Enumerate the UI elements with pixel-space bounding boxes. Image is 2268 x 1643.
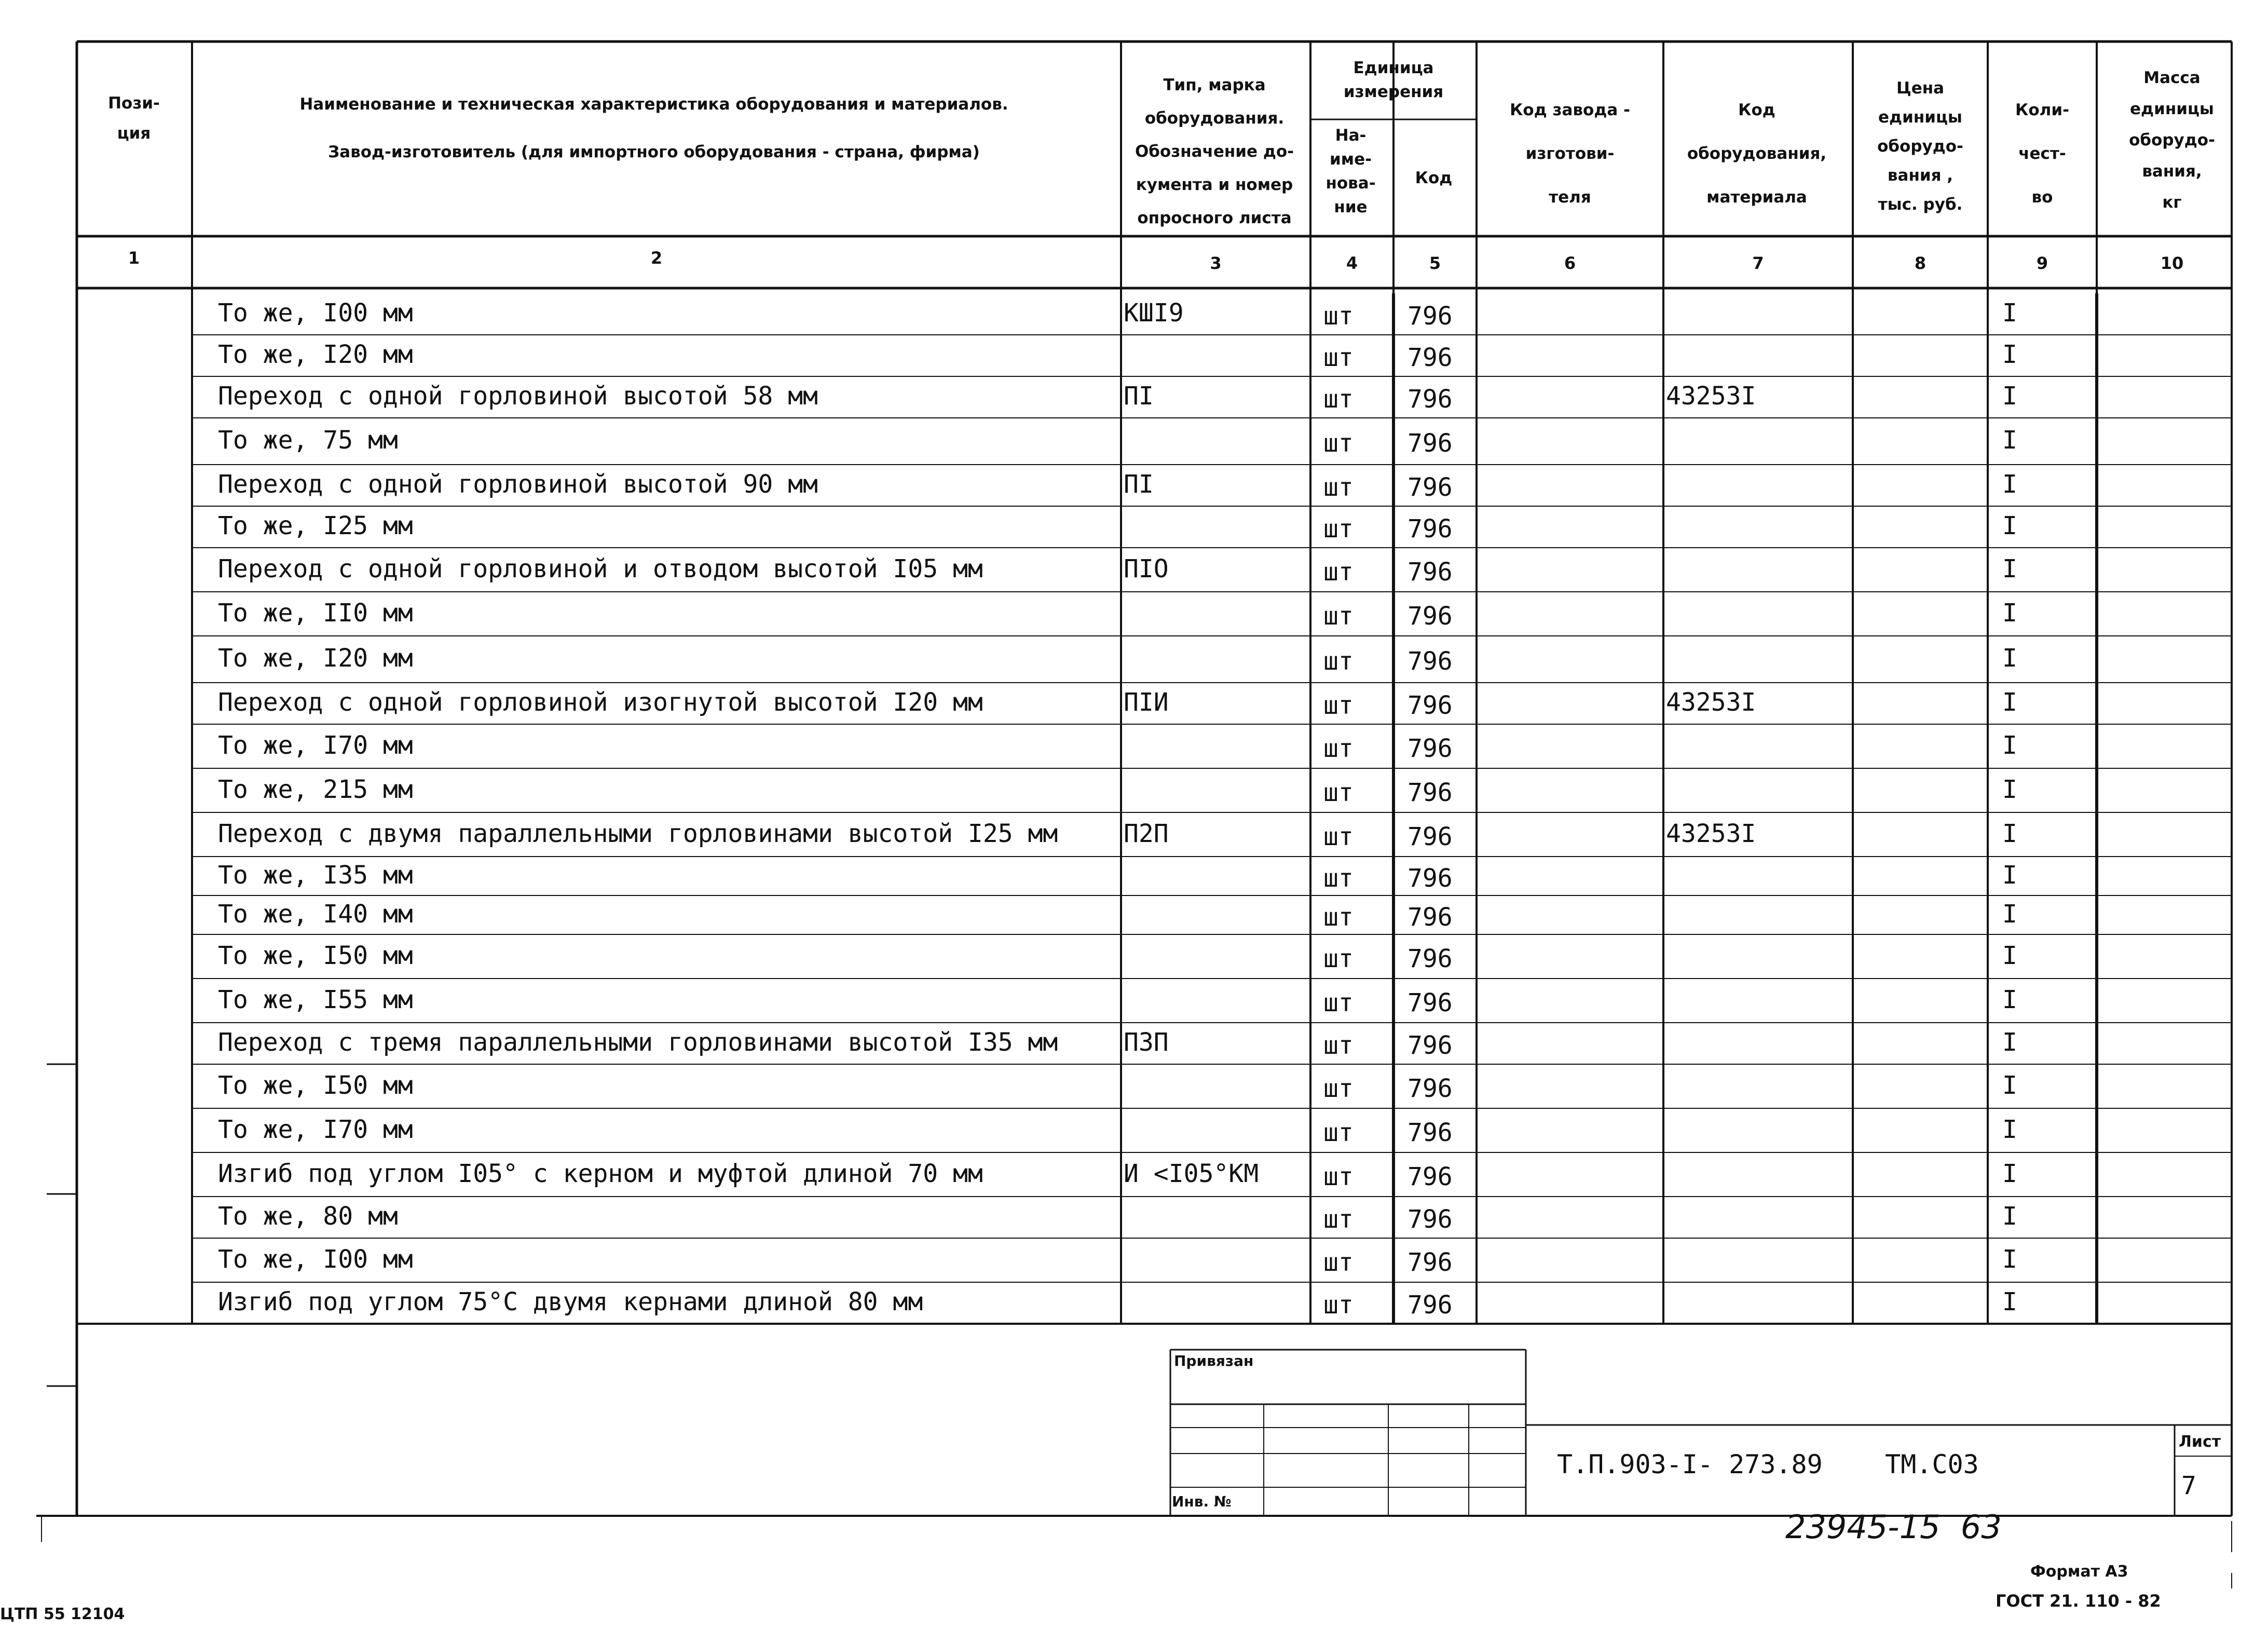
row-name: То же, I50 мм [218, 941, 413, 970]
row-unit-code: 796 [1408, 514, 1453, 544]
row-quantity: I [2002, 426, 2017, 455]
row-unit: шт [1323, 988, 1354, 1017]
row-unit-code: 796 [1408, 902, 1453, 932]
row-type: ПIО [1124, 554, 1169, 583]
row-quantity: I [2002, 985, 2017, 1014]
row-unit-code: 796 [1408, 385, 1453, 414]
row-unit: шт [1323, 1162, 1354, 1191]
row-quantity: I [2002, 941, 2017, 970]
row-name: Переход с одной горловиной и отводом высотой I05 мм [218, 554, 983, 583]
row-name: То же, I00 мм [218, 1244, 413, 1274]
row-unit-code: 796 [1408, 734, 1453, 763]
row-quantity: I [2002, 511, 2017, 540]
row-unit-code: 796 [1408, 473, 1453, 502]
row-name: То же, I70 мм [218, 730, 413, 760]
row-quantity: I [2002, 1070, 2017, 1100]
row-name: Переход с одной горловиной высотой 58 мм [218, 382, 818, 411]
row-unit-code: 796 [1408, 1162, 1453, 1191]
row-quantity: I [2002, 340, 2017, 369]
row-quantity: I [2002, 730, 2017, 760]
header-mass: Масса единицы оборудо- вания, кг [2129, 69, 2215, 212]
row-quantity: I [2002, 1287, 2017, 1316]
row-unit: шт [1323, 473, 1354, 502]
row-name: Изгиб под углом I05° с керном и муфтой длиной 70 мм [218, 1159, 983, 1188]
row-name: То же, I40 мм [218, 899, 413, 929]
format-label: Формат А3 [2030, 1563, 2128, 1581]
header-position: Пози- ция [108, 94, 160, 143]
row-unit: шт [1323, 1118, 1354, 1147]
row-name: То же, I55 мм [218, 985, 413, 1014]
row-unit-code: 796 [1408, 691, 1453, 720]
header-unit-name: На- име- нова- ние [1326, 126, 1376, 216]
sheet-label: Лист [2179, 1433, 2221, 1451]
row-unit: шт [1323, 1291, 1354, 1320]
row-unit: шт [1323, 822, 1354, 851]
row-unit: шт [1323, 1205, 1354, 1234]
row-unit: шт [1323, 385, 1354, 414]
row-name: То же, I35 мм [218, 860, 413, 890]
row-name: То же, 215 мм [218, 775, 413, 804]
row-unit: шт [1323, 778, 1354, 807]
row-unit-code: 796 [1408, 343, 1453, 372]
row-quantity: I [2002, 1244, 2017, 1274]
row-quantity: I [2002, 1115, 2017, 1144]
row-unit-code: 796 [1408, 302, 1453, 331]
row-quantity: I [2002, 688, 2017, 717]
row-unit-code: 796 [1408, 778, 1453, 807]
left-inventory-code: ЦТП 55 12104 [0, 1605, 125, 1623]
column-number: 2 [650, 248, 663, 268]
row-type: П3П [1124, 1028, 1169, 1057]
row-unit: шт [1323, 944, 1354, 973]
row-type: И <I05°КМ [1124, 1159, 1259, 1188]
row-unit: шт [1323, 691, 1354, 720]
header-unit-code: Код [1415, 169, 1453, 187]
row-quantity: I [2002, 1202, 2017, 1231]
column-number: 6 [1564, 253, 1576, 273]
row-equipment-code: 43253I [1666, 688, 1756, 717]
row-equipment-code: 43253I [1666, 382, 1756, 411]
row-unit: шт [1323, 302, 1354, 331]
gost-label: ГОСТ 21. 110 - 82 [1996, 1591, 2161, 1611]
column-number: 10 [2160, 253, 2184, 273]
row-quantity: I [2002, 298, 2017, 328]
header-quantity: Коли- чест- во [2015, 101, 2069, 207]
row-type: КШI9 [1124, 298, 1184, 328]
row-name: Изгиб под углом 75°С двумя кернами длиной 80 мм [218, 1287, 923, 1316]
row-unit: шт [1323, 1247, 1354, 1277]
row-unit: шт [1323, 902, 1354, 932]
row-unit: шт [1323, 601, 1354, 631]
header-type: Тип, марка оборудования. Обозначение до- кумента и номер опросного листа [1135, 76, 1294, 227]
row-name: Переход с двумя параллельными горловинами высотой I25 мм [218, 819, 1058, 848]
row-unit: шт [1323, 863, 1354, 893]
column-number: 3 [1210, 253, 1222, 273]
row-quantity: I [2002, 775, 2017, 804]
row-type: ПI [1124, 382, 1154, 411]
sheet-number: 7 [2181, 1471, 2196, 1500]
row-name: Переход с одной горловиной высотой 90 мм [218, 470, 818, 499]
header-unit-group: Единица измерения [1343, 59, 1444, 101]
row-name: То же, II0 мм [218, 598, 413, 628]
row-quantity: I [2002, 819, 2017, 848]
row-unit: шт [1323, 734, 1354, 763]
row-unit: шт [1323, 647, 1354, 676]
header-manufacturer-code: Код завода - изготови- теля [1510, 101, 1630, 207]
row-unit-code: 796 [1408, 1247, 1453, 1277]
row-type: П2П [1124, 819, 1169, 848]
row-quantity: I [2002, 554, 2017, 583]
row-quantity: I [2002, 382, 2017, 411]
row-quantity: I [2002, 470, 2017, 499]
row-unit: шт [1323, 429, 1354, 458]
header-name-line2: Завод-изготовитель (для импортного оборудования - страна, фирма) [328, 143, 980, 161]
row-unit-code: 796 [1408, 647, 1453, 676]
header-price: Цена единицы оборудо- вания , тыс. руб. [1877, 79, 1963, 214]
row-name: То же, I50 мм [218, 1070, 413, 1100]
column-number: 1 [128, 248, 140, 268]
row-unit-code: 796 [1408, 822, 1453, 851]
row-unit: шт [1323, 1074, 1354, 1103]
row-unit: шт [1323, 557, 1354, 587]
header-name-line1: Наименование и техническая характеристика оборудования и материалов. [299, 95, 1008, 114]
row-unit-code: 796 [1408, 429, 1453, 458]
row-unit-code: 796 [1408, 601, 1453, 631]
row-unit-code: 796 [1408, 988, 1453, 1017]
row-unit: шт [1323, 514, 1354, 544]
header-equipment-code: Код оборудования, материала [1687, 101, 1827, 207]
row-name: То же, I20 мм [218, 340, 413, 369]
handwritten-number: 23945-15 63 [1785, 1508, 2002, 1546]
column-number: 5 [1429, 253, 1441, 273]
row-equipment-code: 43253I [1666, 819, 1756, 848]
row-name: То же, I25 мм [218, 511, 413, 540]
row-quantity: I [2002, 899, 2017, 929]
row-unit-code: 796 [1408, 557, 1453, 587]
row-name: То же, I00 мм [218, 298, 413, 328]
row-unit-code: 796 [1408, 1205, 1453, 1234]
row-unit: шт [1323, 343, 1354, 372]
stamp-inventory-label: Инв. № [1172, 1493, 1232, 1510]
row-name: Переход с тремя параллельными горловинами высотой I35 мм [218, 1028, 1058, 1057]
row-quantity: I [2002, 860, 2017, 890]
row-type: ПIИ [1124, 688, 1169, 717]
row-unit-code: 796 [1408, 1031, 1453, 1060]
row-unit-code: 796 [1408, 1118, 1453, 1147]
row-unit-code: 796 [1408, 1291, 1453, 1320]
stamp-linked-label: Привязан [1174, 1352, 1254, 1369]
column-number: 4 [1346, 253, 1358, 273]
row-quantity: I [2002, 1159, 2017, 1188]
row-name: То же, I70 мм [218, 1115, 413, 1144]
row-quantity: I [2002, 1028, 2017, 1057]
row-type: ПI [1124, 470, 1154, 499]
row-quantity: I [2002, 644, 2017, 673]
row-unit: шт [1323, 1031, 1354, 1060]
row-name: Переход с одной горловиной изогнутой высотой I20 мм [218, 688, 983, 717]
row-name: То же, I20 мм [218, 644, 413, 673]
row-unit-code: 796 [1408, 863, 1453, 893]
row-unit-code: 796 [1408, 1074, 1453, 1103]
row-unit-code: 796 [1408, 944, 1453, 973]
column-number: 9 [2036, 253, 2048, 273]
row-quantity: I [2002, 598, 2017, 628]
row-name: То же, 75 мм [218, 426, 398, 455]
row-name: То же, 80 мм [218, 1202, 398, 1231]
column-number: 8 [1914, 253, 1927, 273]
document-code: Т.П.903-I- 273.89 ТМ.С03 [1557, 1449, 1979, 1479]
column-number: 7 [1752, 253, 1764, 273]
